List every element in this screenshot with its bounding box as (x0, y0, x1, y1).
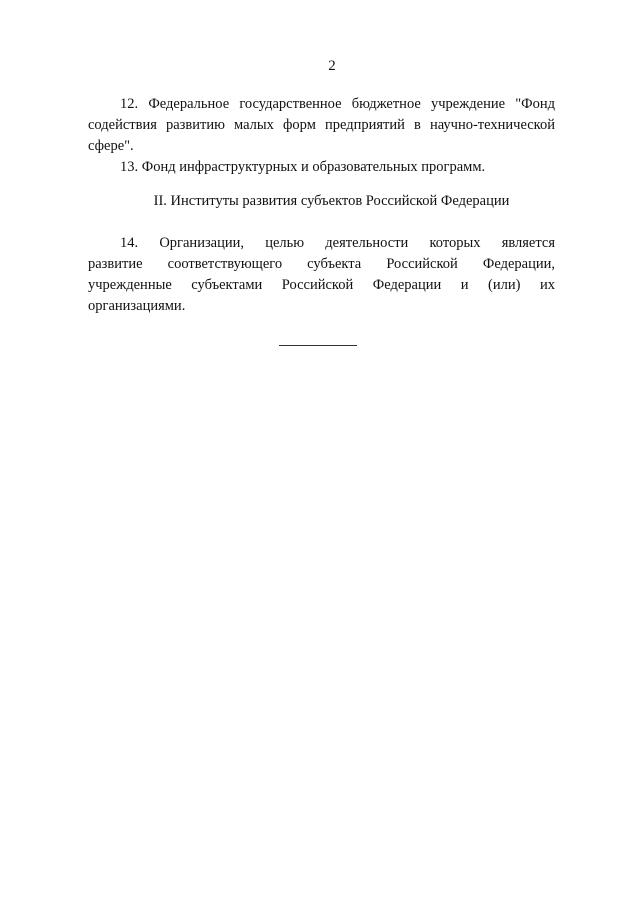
list-item-13: 13. Фонд инфраструктурных и образовательных программ. (120, 159, 486, 175)
list-block-federal (88, 94, 555, 178)
list-block-regional (88, 233, 555, 317)
end-of-document-rule (279, 345, 357, 346)
list-item-12: 12. Федеральное государственное бюджетное учреждение "Фонд содействия развитию малых форм предприятий в научно-технической сфере". (88, 96, 555, 154)
section-heading: II. Институты развития субъектов Российской Федерации (153, 193, 510, 209)
page-number: 2 (328, 58, 336, 74)
list-item-14: 14. Организации, целью деятельности которых является развитие соответствующего субъекта Российской Федерации, учрежденные субъектами Российской Федерации и (или) их организациями. (88, 235, 555, 314)
